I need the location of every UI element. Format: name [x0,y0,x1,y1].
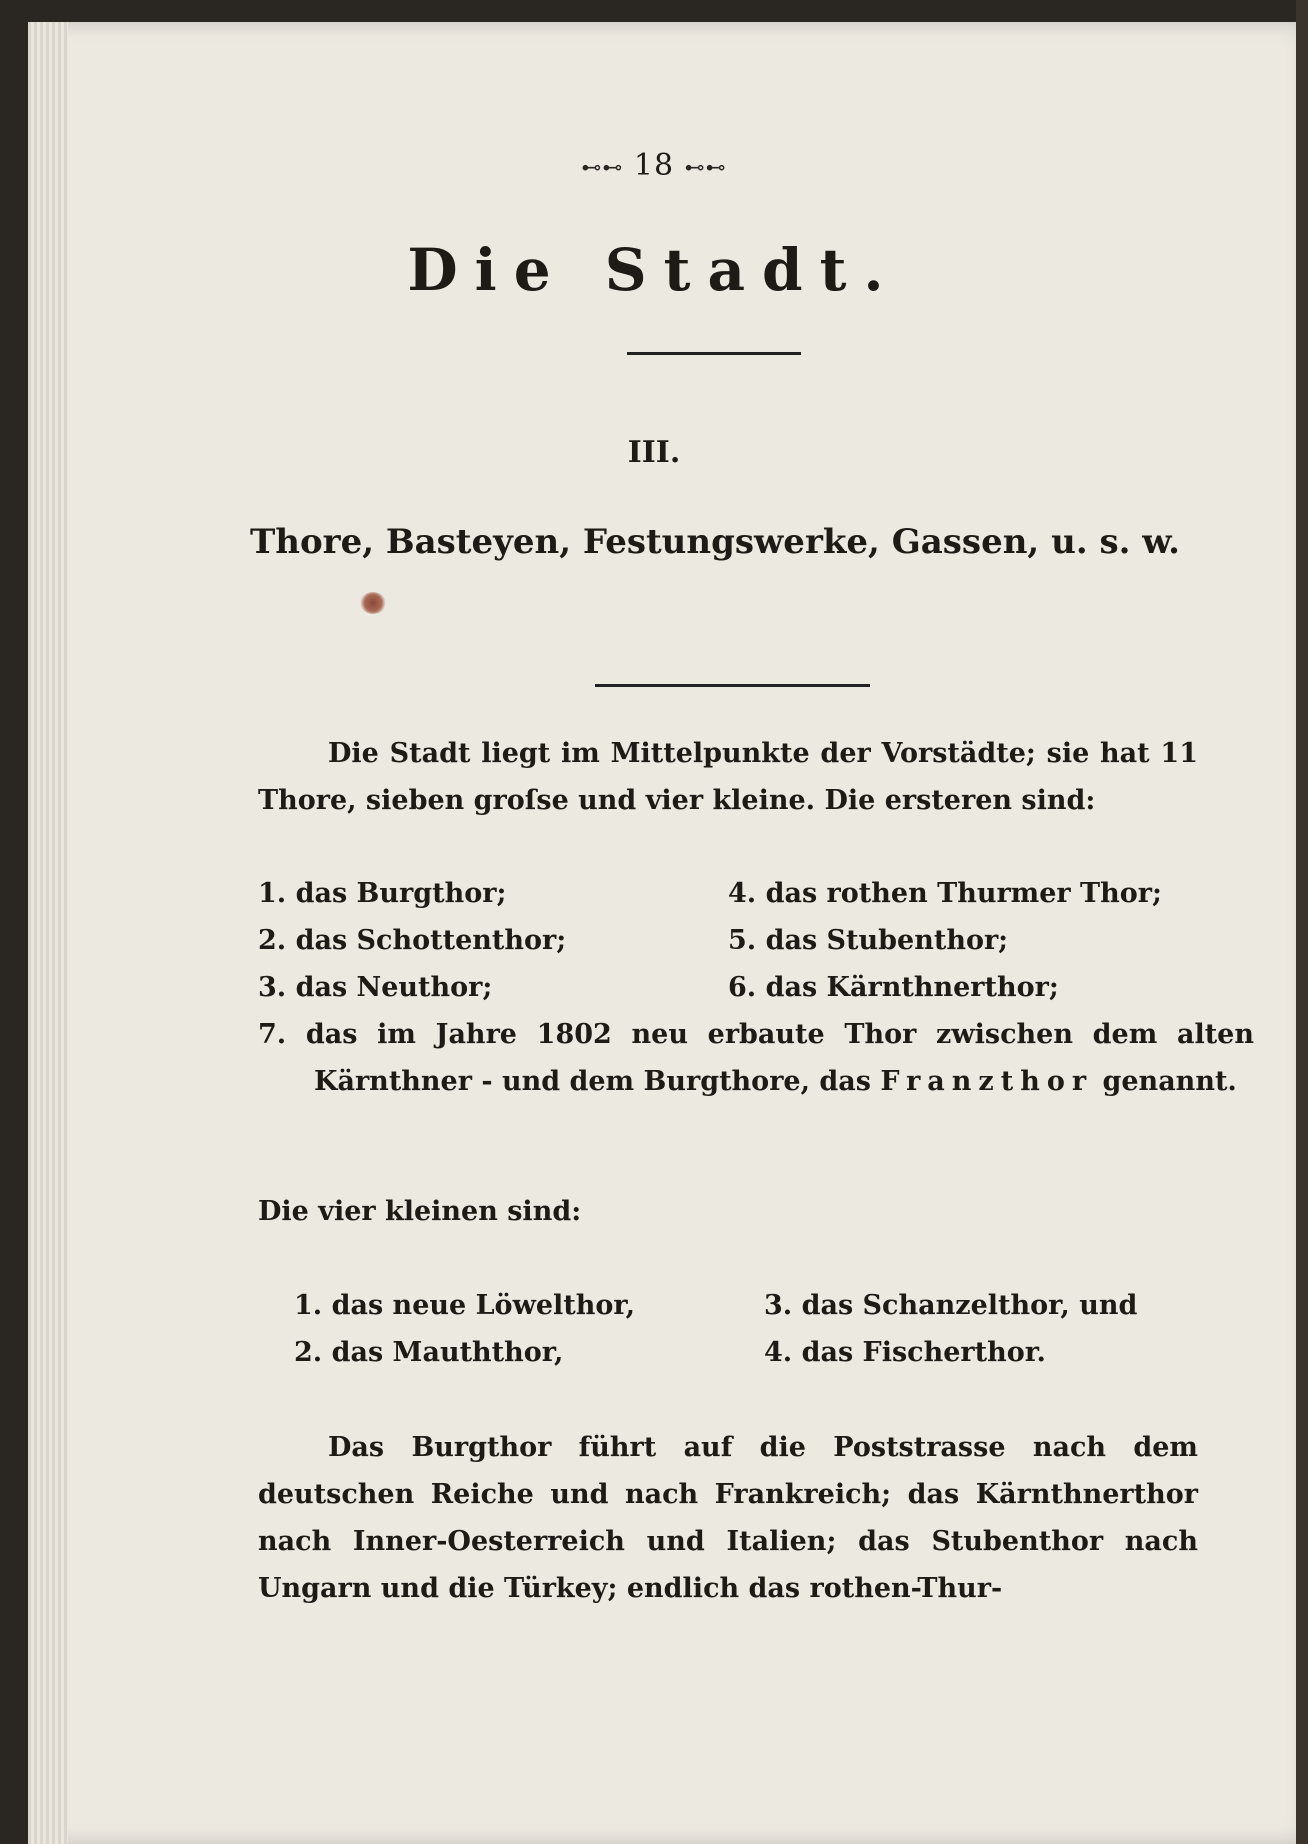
running-head [0,148,1308,183]
gate-right: 4. das rothen Thurmer Thor; [728,878,1162,909]
page-title: Die Stadt. [407,236,901,304]
small-gates-intro: Die vier kleinen sind: [258,1196,582,1227]
gate-left: 2. das Schottenthor; [258,925,567,956]
gate-list [258,870,1198,1011]
section-heading: Thore, Basteyen, Festungswerke, Gassen, u. s. w. [249,522,1180,562]
small-gate-right: 4. das Fischerthor. [764,1337,1046,1368]
list-item [294,1329,1194,1376]
gate-seven-name: Franzthor [880,1066,1094,1097]
small-gate-left: 2. das Mauththor, [294,1337,564,1368]
title-rule [627,352,801,355]
gate-seven [258,1011,1254,1105]
gate-seven-text: 7. das im Jahre 1802 neu erbaute Thor zwischen dem alten Kärnthner - und dem Burgthore, das [258,1019,1254,1097]
list-item [294,1282,1194,1329]
ornament-right-icon: ⊷⊷ [684,155,727,179]
list-item [258,964,1198,1011]
list-item [258,870,1198,917]
list-item [258,917,1198,964]
small-gate-left: 1. das neue Löwelthor, [294,1290,636,1321]
ornament-left-icon: ⊷⊷ [581,155,624,179]
section-number: III. [627,435,681,470]
gate-right: 5. das Stubenthor; [728,925,1009,956]
gate-left: 1. das Burgthor; [258,878,507,909]
ink-stain [360,592,386,614]
page-number: 18 [633,148,675,183]
small-gate-list [294,1282,1194,1376]
closing-paragraph: Das Burgthor führt auf die Poststrasse nach dem deutschen Reiche und nach Frankreich; das Kärnthnerthor nach Inner-Oesterreich und Italien; das Stubenthor nach Ungarn und die Türkey; endlich das rothen-Thur- [258,1432,1198,1604]
section-rule [595,684,870,687]
gate-seven-suffix: genannt. [1102,1066,1237,1097]
gate-left: 3. das Neuthor; [258,972,493,1003]
intro-paragraph: Die Stadt liegt im Mittelpunkte der Vorstädte; sie hat 11 Thore, sieben groſse und vier kleine. Die ersteren sind: [258,738,1198,816]
small-gate-right: 3. das Schanzelthor, und [764,1290,1138,1321]
gate-right: 6. das Kärnthnerthor; [728,972,1059,1003]
